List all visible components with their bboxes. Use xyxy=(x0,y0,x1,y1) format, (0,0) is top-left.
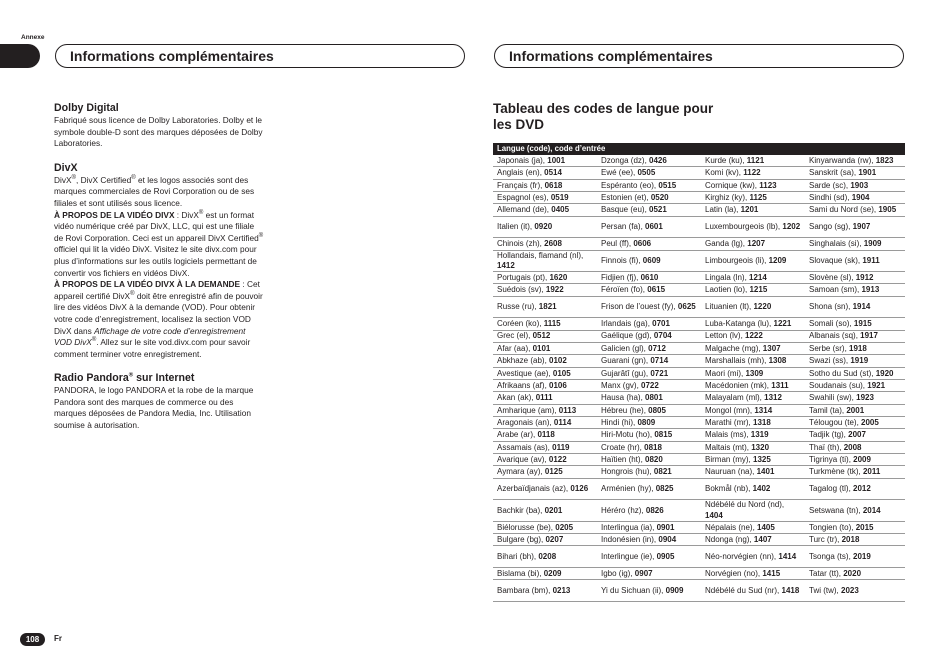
table-cell: Thaï (th), 2008 xyxy=(805,442,905,454)
table-cell: Ewé (ee), 0505 xyxy=(597,167,701,179)
table-cell: Japonais (ja), 1001 xyxy=(493,155,597,167)
table-cell: Komi (kv), 1122 xyxy=(701,167,805,179)
table-cell: Maltais (mt), 1320 xyxy=(701,442,805,454)
table-cell: Bulgare (bg), 0207 xyxy=(493,534,597,546)
table-cell: Sango (sg), 1907 xyxy=(805,217,905,239)
table-cell: Assamais (as), 0119 xyxy=(493,442,597,454)
table-cell: Serbe (sr), 1918 xyxy=(805,343,905,355)
table-cell: Soudanais (su), 1921 xyxy=(805,380,905,392)
table-cell: Lingala (ln), 1214 xyxy=(701,272,805,284)
left-page-title: Informations complémentaires xyxy=(55,44,465,68)
table-cell: Singhalais (si), 1909 xyxy=(805,238,905,250)
table-cell: Anglais (en), 0514 xyxy=(493,167,597,179)
table-cell: Samoan (sm), 1913 xyxy=(805,284,905,296)
table-cell: Malais (ms), 1319 xyxy=(701,429,805,441)
table-cell: Albanais (sq), 1917 xyxy=(805,331,905,343)
table-cell: Laotien (lo), 1215 xyxy=(701,284,805,296)
table-cell: Lituanien (lt), 1220 xyxy=(701,297,805,319)
table-cell: Italien (it), 0920 xyxy=(493,217,597,239)
table-cell: Sami du Nord (se), 1905 xyxy=(805,204,905,216)
table-cell: Cornique (kw), 1123 xyxy=(701,180,805,192)
table-cell: Sanskrit (sa), 1901 xyxy=(805,167,905,179)
table-cell: Mongol (mn), 1314 xyxy=(701,405,805,417)
table-cell: Macédonien (mk), 1311 xyxy=(701,380,805,392)
table-cell: Hiri-Motu (ho), 0815 xyxy=(597,429,701,441)
table-cell: Ganda (lg), 1207 xyxy=(701,238,805,250)
table-cell: Tatar (tt), 2020 xyxy=(805,568,905,580)
table-cell: Russe (ru), 1821 xyxy=(493,297,597,319)
table-cell: Croate (hr), 0818 xyxy=(597,442,701,454)
divx-paragraph-3: À PROPOS DE LA VIDÉO DIVX À LA DEMANDE : Cet appareil certifié DivX® doit être enregistré afin de pouvoir lire des vidéos DivX à la demande (VOD). Pour obtenir votre code d’enregistrement, localisez la section VOD DivX dans Affichage de votre code d’enregistrement VOD DivX®. Allez sur le site vod.divx.com pour savoir comment terminer votre enregistrement. xyxy=(54,279,263,359)
footer-language: Fr xyxy=(54,634,62,643)
table-cell: Néo-norvégien (nn), 1414 xyxy=(701,546,805,568)
table-cell: Peul (ff), 0606 xyxy=(597,238,701,250)
table-cell: Avarique (av), 0122 xyxy=(493,454,597,466)
table-cell: Limbourgeois (li), 1209 xyxy=(701,251,805,273)
table-cell: Interlingua (ia), 0901 xyxy=(597,522,701,534)
table-cell: Bislama (bi), 0209 xyxy=(493,568,597,580)
table-cell: Abkhaze (ab), 0102 xyxy=(493,355,597,367)
table-cell: Interlingue (ie), 0905 xyxy=(597,546,701,568)
table-cell: Luba-Katanga (lu), 1221 xyxy=(701,318,805,330)
table-cell: Dzonga (dz), 0426 xyxy=(597,155,701,167)
table-cell: Setswana (tn), 2014 xyxy=(805,500,905,522)
table-cell: Guarani (gn), 0714 xyxy=(597,355,701,367)
table-cell: Latin (la), 1201 xyxy=(701,204,805,216)
table-cell: Turkmène (tk), 2011 xyxy=(805,466,905,478)
table-cell: Fidjien (fj), 0610 xyxy=(597,272,701,284)
table-cell: Français (fr), 0618 xyxy=(493,180,597,192)
dolby-text: Fabriqué sous licence de Dolby Laboratories. Dolby et le symbole double-D sont des marques déposées de Dolby Laboratories. xyxy=(54,115,263,149)
table-cell: Kurde (ku), 1121 xyxy=(701,155,805,167)
divx-paragraph-2: À PROPOS DE LA VIDÉO DIVX : DivX® est un format vidéo numérique créé par DivX, LLC, qui est une filiale de Rovi Corporation. Ceci est un appareil DivX Certified® officiel qui lit la vidéo DivX. Visitez le site divx.com pour plus d’informations sur les outils logiciels permettant de convertir vos fichiers en vidéos DivX. xyxy=(54,209,264,278)
table-cell: Hausa (ha), 0801 xyxy=(597,392,701,404)
table-cell: Hollandais, flamand (nl), 1412 xyxy=(493,251,597,273)
table-cell: Ndébélé du Sud (nr), 1418 xyxy=(701,580,805,602)
table-cell: Biélorusse (be), 0205 xyxy=(493,522,597,534)
table-cell: Suédois (sv), 1922 xyxy=(493,284,597,296)
table-cell: Maori (mi), 1309 xyxy=(701,368,805,380)
table-cell: Sarde (sc), 1903 xyxy=(805,180,905,192)
table-cell: Tongien (to), 2015 xyxy=(805,522,905,534)
table-cell: Tadjik (tg), 2007 xyxy=(805,429,905,441)
table-cell: Tamil (ta), 2001 xyxy=(805,405,905,417)
table-cell: Féroïen (fo), 0615 xyxy=(597,284,701,296)
table-cell: Slovène (sl), 1912 xyxy=(805,272,905,284)
table-cell: Luxembourgeois (lb), 1202 xyxy=(701,217,805,239)
section-label: Annexe xyxy=(21,34,45,41)
table-cell: Aragonais (an), 0114 xyxy=(493,417,597,429)
table-cell: Indonésien (in), 0904 xyxy=(597,534,701,546)
table-cell: Finnois (fi), 0609 xyxy=(597,251,701,273)
table-cell: Ndonga (ng), 1407 xyxy=(701,534,805,546)
table-cell: Somali (so), 1915 xyxy=(805,318,905,330)
table-cell: Malgache (mg), 1307 xyxy=(701,343,805,355)
table-cell: Bihari (bh), 0208 xyxy=(493,546,597,568)
table-cell: Grec (el), 0512 xyxy=(493,331,597,343)
table-cell: Haïtien (ht), 0820 xyxy=(597,454,701,466)
table-cell: Tigrinya (ti), 2009 xyxy=(805,454,905,466)
table-cell: Basque (eu), 0521 xyxy=(597,204,701,216)
table-cell: Swazi (ss), 1919 xyxy=(805,355,905,367)
table-cell: Azerbaïdjanais (az), 0126 xyxy=(493,479,597,501)
table-cell: Gujarâtî (gu), 0721 xyxy=(597,368,701,380)
table-cell: Norvégien (no), 1415 xyxy=(701,568,805,580)
table-cell: Espagnol (es), 0519 xyxy=(493,192,597,204)
table-cell: Coréen (ko), 1115 xyxy=(493,318,597,330)
table-cell: Gaélique (gd), 0704 xyxy=(597,331,701,343)
table-cell: Tsonga (ts), 2019 xyxy=(805,546,905,568)
table-cell: Aymara (ay), 0125 xyxy=(493,466,597,478)
right-page-title: Informations complémentaires xyxy=(494,44,904,68)
table-cell: Ndébélé du Nord (nd), 1404 xyxy=(701,500,805,522)
table-cell: Galicien (gl), 0712 xyxy=(597,343,701,355)
table-cell: Igbo (ig), 0907 xyxy=(597,568,701,580)
table-cell: Nauruan (na), 1401 xyxy=(701,466,805,478)
table-cell: Kinyarwanda (rw), 1823 xyxy=(805,155,905,167)
table-cell: Yi du Sichuan (ii), 0909 xyxy=(597,580,701,602)
dolby-title: Dolby Digital xyxy=(54,102,119,114)
table-cell: Chinois (zh), 2608 xyxy=(493,238,597,250)
table-cell: Bambara (bm), 0213 xyxy=(493,580,597,602)
table-cell: Amharique (am), 0113 xyxy=(493,405,597,417)
table-cell: Bachkir (ba), 0201 xyxy=(493,500,597,522)
table-cell: Birman (my), 1325 xyxy=(701,454,805,466)
pandora-text: PANDORA, le logo PANDORA et la robe de la marque Pandora sont des marques de commerce ou des marques déposées de Pandora Media, Inc. Utilisation soumise à autorisation. xyxy=(54,385,254,431)
table-cell: Avestique (ae), 0105 xyxy=(493,368,597,380)
table-cell: Afar (aa), 0101 xyxy=(493,343,597,355)
table-cell: Héréro (hz), 0826 xyxy=(597,500,701,522)
table-cell: Akan (ak), 0111 xyxy=(493,392,597,404)
table-cell: Arménien (hy), 0825 xyxy=(597,479,701,501)
table-cell: Estonien (et), 0520 xyxy=(597,192,701,204)
section-tab xyxy=(0,44,40,68)
table-cell: Tagalog (tl), 2012 xyxy=(805,479,905,501)
table-cell: Frison de l’ouest (fy), 0625 xyxy=(597,297,701,319)
table-cell: Arabe (ar), 0118 xyxy=(493,429,597,441)
table-cell: Espéranto (eo), 0515 xyxy=(597,180,701,192)
table-cell: Marshallais (mh), 1308 xyxy=(701,355,805,367)
table-cell: Portugais (pt), 1620 xyxy=(493,272,597,284)
language-code-table xyxy=(493,143,905,602)
table-cell: Irlandais (ga), 0701 xyxy=(597,318,701,330)
table-cell: Népalais (ne), 1405 xyxy=(701,522,805,534)
table-cell: Persan (fa), 0601 xyxy=(597,217,701,239)
table-cell: Sotho du Sud (st), 1920 xyxy=(805,368,905,380)
table-header: Langue (code), code d’entrée xyxy=(493,143,905,155)
pandora-title: Radio Pandora® sur Internet xyxy=(54,372,195,385)
table-cell: Twi (tw), 2023 xyxy=(805,580,905,602)
table-cell: Shona (sn), 1914 xyxy=(805,297,905,319)
page-number: 108 xyxy=(20,633,45,646)
table-cell: Hongrois (hu), 0821 xyxy=(597,466,701,478)
table-grid xyxy=(493,155,905,602)
divx-paragraph-1: DivX®, DivX Certified® et les logos associés sont des marques commerciales de Rovi Corporation ou de ses filiales et sont utilisés sous licence. xyxy=(54,174,255,208)
table-cell: Télougou (te), 2005 xyxy=(805,417,905,429)
table-cell: Allemand (de), 0405 xyxy=(493,204,597,216)
table-cell: Swahili (sw), 1923 xyxy=(805,392,905,404)
table-cell: Kirghiz (ky), 1125 xyxy=(701,192,805,204)
table-cell: Bokmål (nb), 1402 xyxy=(701,479,805,501)
table-cell: Manx (gv), 0722 xyxy=(597,380,701,392)
table-cell: Afrikaans (af), 0106 xyxy=(493,380,597,392)
table-cell: Letton (lv), 1222 xyxy=(701,331,805,343)
table-cell: Malayalam (ml), 1312 xyxy=(701,392,805,404)
table-cell: Hindi (hi), 0809 xyxy=(597,417,701,429)
table-cell: Turc (tr), 2018 xyxy=(805,534,905,546)
table-cell: Slovaque (sk), 1911 xyxy=(805,251,905,273)
table-cell: Sindhi (sd), 1904 xyxy=(805,192,905,204)
divx-title: DivX xyxy=(54,161,78,174)
table-title: Tableau des codes de langue pour les DVD xyxy=(493,101,714,132)
left-column xyxy=(54,102,264,444)
table-cell: Marathi (mr), 1318 xyxy=(701,417,805,429)
table-cell: Hébreu (he), 0805 xyxy=(597,405,701,417)
